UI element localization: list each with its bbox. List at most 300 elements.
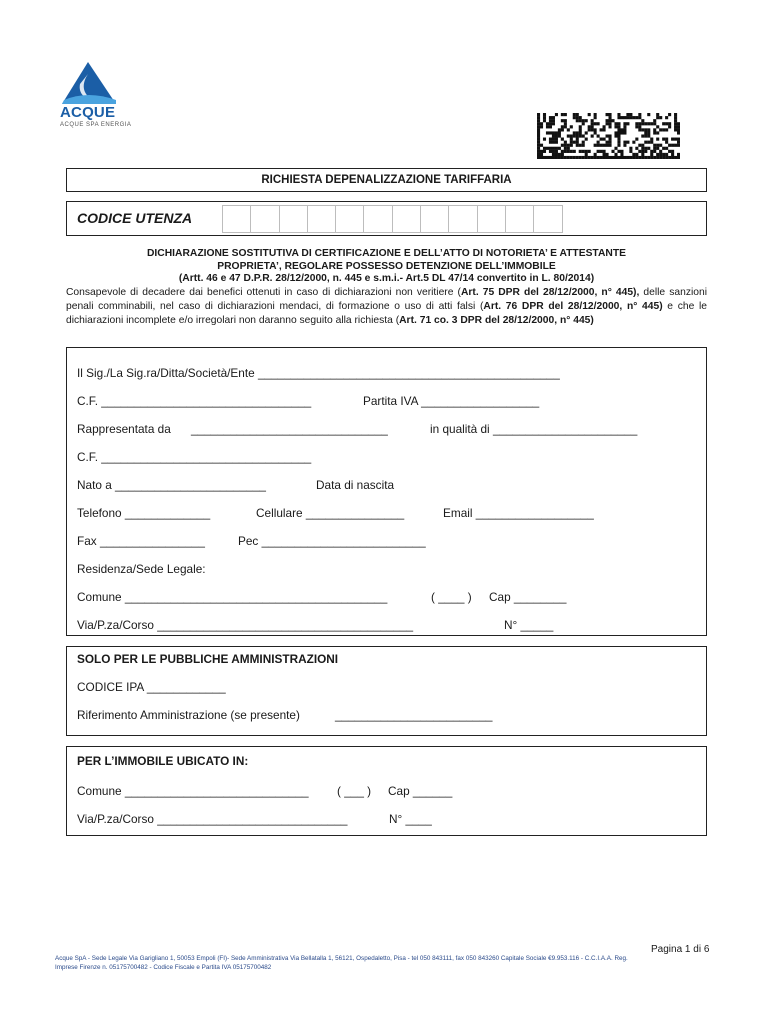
barcode-module xyxy=(591,122,594,125)
barcode-module xyxy=(552,153,555,156)
barcode-module xyxy=(617,134,620,137)
barcode-module xyxy=(659,150,662,153)
barcode-module xyxy=(614,147,617,150)
declaration-body xyxy=(66,286,707,328)
barcode-module xyxy=(555,113,558,116)
barcode-module xyxy=(606,153,609,156)
logo-tagline: ACQUE SPA ENERGIA xyxy=(60,122,132,128)
barcode-module xyxy=(674,116,677,119)
barcode-module xyxy=(656,116,659,119)
barcode-module xyxy=(570,134,573,137)
barcode-module xyxy=(647,156,650,159)
barcode-module xyxy=(573,141,576,144)
barcode-module xyxy=(665,122,668,125)
barcode-module xyxy=(540,144,543,147)
barcode-module xyxy=(564,147,567,150)
barcode-module xyxy=(603,138,606,141)
barcode-module xyxy=(561,125,564,128)
codice-cell[interactable] xyxy=(505,205,534,233)
barcode-module xyxy=(644,134,647,137)
barcode-module xyxy=(647,134,650,137)
barcode-module xyxy=(611,119,614,122)
codice-cell[interactable] xyxy=(363,205,392,233)
barcode-module xyxy=(537,122,540,125)
barcode-module xyxy=(677,153,680,156)
barcode-module xyxy=(632,153,635,156)
barcode-module xyxy=(558,134,561,137)
barcode-module xyxy=(614,131,617,134)
barcode-module xyxy=(555,138,558,141)
barcode-module xyxy=(650,150,653,153)
barcode-module xyxy=(617,113,620,116)
codice-utenza-box xyxy=(66,201,707,236)
barcode-module xyxy=(656,153,659,156)
barcode-module xyxy=(564,150,567,153)
barcode-module xyxy=(647,122,650,125)
barcode-module xyxy=(597,156,600,159)
barcode-module xyxy=(656,113,659,116)
barcode-module xyxy=(585,150,588,153)
form-field[interactable]: Rappresentata da xyxy=(77,422,171,436)
form-field[interactable]: Fax ________________ xyxy=(77,534,205,548)
barcode-module xyxy=(573,134,576,137)
barcode-module xyxy=(674,122,677,125)
barcode-module xyxy=(635,122,638,125)
declaration-text: Art. 75 DPR del 28/12/2000, n° 445), xyxy=(460,287,644,298)
barcode-module xyxy=(653,150,656,153)
barcode-module xyxy=(606,134,609,137)
barcode-module xyxy=(585,138,588,141)
barcode-module xyxy=(620,156,623,159)
barcode-module xyxy=(540,125,543,128)
barcode-module xyxy=(561,138,564,141)
barcode-module xyxy=(561,119,564,122)
barcode-module xyxy=(635,138,638,141)
barcode-module xyxy=(540,150,543,153)
form-field[interactable]: ________________________ xyxy=(335,708,493,722)
codice-utenza-cells[interactable] xyxy=(222,205,562,233)
barcode-module xyxy=(582,144,585,147)
codice-cell[interactable] xyxy=(250,205,279,233)
barcode-module xyxy=(579,144,582,147)
barcode-module xyxy=(653,156,656,159)
barcode-module xyxy=(647,128,650,131)
barcode-module xyxy=(674,138,677,141)
barcode-module xyxy=(594,128,597,131)
barcode-module xyxy=(629,150,632,153)
barcode-module xyxy=(620,131,623,134)
barcode-module xyxy=(600,128,603,131)
barcode-module xyxy=(650,156,653,159)
barcode-module xyxy=(588,113,591,116)
barcode-module xyxy=(659,128,662,131)
barcode-module xyxy=(620,150,623,153)
barcode-module xyxy=(537,119,540,122)
barcode-module xyxy=(537,153,540,156)
barcode-module xyxy=(552,131,555,134)
barcode-module xyxy=(656,144,659,147)
barcode-module xyxy=(564,125,567,128)
form-field[interactable]: Via/P.za/Corso _____________________________ xyxy=(77,812,348,826)
barcode-module xyxy=(600,150,603,153)
barcode-module xyxy=(582,150,585,153)
barcode-module xyxy=(594,144,597,147)
form-field[interactable]: Il Sig./La Sig.ra/Ditta/Società/Ente ______________________________________________ xyxy=(77,366,560,380)
immobile-heading: PER L’IMMOBILE UBICATO IN: xyxy=(77,754,249,768)
form-field[interactable]: ______________________________ xyxy=(191,422,388,436)
barcode-module xyxy=(561,150,564,153)
barcode-module xyxy=(543,150,546,153)
barcode-module xyxy=(576,113,579,116)
barcode-module xyxy=(537,144,540,147)
barcode-module xyxy=(638,156,641,159)
barcode-module xyxy=(620,116,623,119)
barcode-module xyxy=(662,128,665,131)
barcode-module xyxy=(552,138,555,141)
barcode-module xyxy=(650,138,653,141)
barcode-module xyxy=(674,128,677,131)
barcode-module xyxy=(591,128,594,131)
barcode-module xyxy=(546,147,549,150)
barcode-module xyxy=(653,147,656,150)
barcode-module xyxy=(662,122,665,125)
barcode-module xyxy=(635,147,638,150)
barcode-module xyxy=(617,141,620,144)
barcode-module xyxy=(623,128,626,131)
barcode-module xyxy=(549,125,552,128)
barcode-module xyxy=(573,150,576,153)
barcode-module xyxy=(552,119,555,122)
barcode-module xyxy=(546,131,549,134)
footer-line: Imprese Firenze n. 05175700482 - Codice Fiscale e Partita IVA 05175700482 xyxy=(55,963,272,971)
barcode-module xyxy=(620,153,623,156)
barcode-module xyxy=(582,141,585,144)
barcode-module xyxy=(567,128,570,131)
form-field[interactable]: C.F. ________________________________ xyxy=(77,450,312,464)
declaration-text: delle sanzioni penali comminabili, nel caso di dichiarazioni mendaci, di formazione o uso di atti falsi ( xyxy=(66,287,707,312)
barcode-module xyxy=(656,147,659,150)
barcode-module xyxy=(570,138,573,141)
barcode-module xyxy=(537,147,540,150)
barcode-module xyxy=(668,144,671,147)
form-field[interactable]: N° _____ xyxy=(504,618,554,632)
barcode-module xyxy=(609,119,612,122)
barcode-module xyxy=(668,125,671,128)
codice-cell[interactable] xyxy=(222,205,251,233)
barcode-module xyxy=(662,138,665,141)
form-field[interactable]: in qualità di ______________________ xyxy=(430,422,638,436)
barcode-module xyxy=(668,113,671,116)
form-field[interactable]: Comune ____________________________ xyxy=(77,784,309,798)
property-location-box xyxy=(66,746,707,836)
codice-cell[interactable] xyxy=(477,205,506,233)
barcode-module xyxy=(665,153,668,156)
barcode-module xyxy=(626,122,629,125)
form-field[interactable]: Email __________________ xyxy=(443,506,594,520)
barcode-module xyxy=(671,153,674,156)
form-field[interactable]: Cellulare _______________ xyxy=(256,506,405,520)
barcode-module xyxy=(668,122,671,125)
footer-company-info xyxy=(55,955,715,972)
barcode-module xyxy=(609,122,612,125)
barcode-module xyxy=(623,141,626,144)
barcode-module xyxy=(576,119,579,122)
barcode-module xyxy=(567,147,570,150)
barcode-module xyxy=(579,128,582,131)
barcode-module xyxy=(606,141,609,144)
barcode-module xyxy=(552,156,555,159)
barcode-module xyxy=(606,113,609,116)
barcode-module xyxy=(626,116,629,119)
form-field[interactable]: ( ___ ) xyxy=(337,784,372,798)
barcode-module xyxy=(603,150,606,153)
barcode-module xyxy=(671,150,674,153)
codice-cell[interactable] xyxy=(335,205,364,233)
codice-cell[interactable] xyxy=(448,205,477,233)
barcode-module xyxy=(647,113,650,116)
barcode-module xyxy=(543,156,546,159)
barcode-module xyxy=(653,144,656,147)
barcode-module xyxy=(561,113,564,116)
barcode-module xyxy=(671,144,674,147)
barcode-module xyxy=(653,131,656,134)
barcode-module xyxy=(614,153,617,156)
barcode-module xyxy=(638,144,641,147)
barcode-module xyxy=(638,113,641,116)
barcode-module xyxy=(671,138,674,141)
barcode-module xyxy=(653,122,656,125)
barcode-module xyxy=(674,119,677,122)
document-title: RICHIESTA DEPENALIZZAZIONE TARIFFARIA xyxy=(66,168,707,192)
barcode-module xyxy=(659,116,662,119)
barcode-module xyxy=(629,113,632,116)
barcode-module xyxy=(558,147,561,150)
barcode-module xyxy=(591,156,594,159)
barcode-module xyxy=(594,153,597,156)
barcode-module xyxy=(552,147,555,150)
barcode-module xyxy=(665,147,668,150)
barcode-module xyxy=(576,138,579,141)
barcode-module xyxy=(677,122,680,125)
barcode-module xyxy=(594,113,597,116)
barcode-module xyxy=(677,131,680,134)
barcode-module xyxy=(576,144,579,147)
barcode-module xyxy=(609,116,612,119)
barcode-module xyxy=(632,116,635,119)
barcode-module xyxy=(594,116,597,119)
barcode-module xyxy=(597,141,600,144)
barcode-module xyxy=(594,131,597,134)
form-field[interactable]: N° ____ xyxy=(389,812,432,826)
barcode-module xyxy=(617,131,620,134)
barcode-module xyxy=(561,153,564,156)
barcode-module xyxy=(647,147,650,150)
codice-cell[interactable] xyxy=(533,205,562,233)
form-field[interactable]: Nato a _______________________ xyxy=(77,478,266,492)
barcode-module xyxy=(546,156,549,159)
codice-cell[interactable] xyxy=(420,205,449,233)
barcode-module xyxy=(558,131,561,134)
barcode-module xyxy=(582,156,585,159)
barcode-module xyxy=(573,156,576,159)
codice-cell[interactable] xyxy=(392,205,421,233)
barcode-module xyxy=(674,113,677,116)
barcode-module xyxy=(638,150,641,153)
barcode-module xyxy=(626,113,629,116)
barcode-module xyxy=(600,138,603,141)
barcode-module xyxy=(540,156,543,159)
barcode-module xyxy=(656,138,659,141)
barcode-module xyxy=(629,116,632,119)
barcode-module xyxy=(677,141,680,144)
barcode-module xyxy=(611,150,614,153)
barcode-module xyxy=(600,144,603,147)
barcode-module xyxy=(647,141,650,144)
codice-cell[interactable] xyxy=(307,205,336,233)
barcode-module xyxy=(659,153,662,156)
barcode-module xyxy=(579,125,582,128)
barcode-module xyxy=(546,125,549,128)
barcode-icon xyxy=(537,113,680,159)
form-field[interactable]: Data di nascita xyxy=(316,478,395,492)
barcode-module xyxy=(641,134,644,137)
barcode-module xyxy=(606,144,609,147)
barcode-module xyxy=(603,125,606,128)
form-field[interactable]: CODICE IPA ____________ xyxy=(77,680,226,694)
barcode-module xyxy=(555,134,558,137)
barcode-module xyxy=(555,147,558,150)
barcode-module xyxy=(579,131,582,134)
barcode-module xyxy=(570,144,573,147)
barcode-module xyxy=(603,128,606,131)
barcode-module xyxy=(623,125,626,128)
barcode-module xyxy=(614,122,617,125)
barcode-module xyxy=(644,128,647,131)
barcode-module xyxy=(623,116,626,119)
barcode-module xyxy=(641,156,644,159)
barcode-module xyxy=(597,150,600,153)
barcode-module xyxy=(623,131,626,134)
barcode-module xyxy=(614,156,617,159)
barcode-module xyxy=(638,122,641,125)
barcode-module xyxy=(561,156,564,159)
barcode-module xyxy=(665,116,668,119)
barcode-module xyxy=(591,119,594,122)
barcode-module xyxy=(540,153,543,156)
public-administration-box xyxy=(66,646,707,736)
barcode-module xyxy=(665,128,668,131)
barcode-module xyxy=(606,119,609,122)
barcode-module xyxy=(635,153,638,156)
barcode-module xyxy=(549,147,552,150)
barcode-module xyxy=(635,116,638,119)
form-field[interactable]: Pec _________________________ xyxy=(238,534,426,548)
barcode-module xyxy=(579,119,582,122)
barcode-module xyxy=(609,134,612,137)
form-field[interactable]: Residenza/Sede Legale: xyxy=(77,562,206,576)
barcode-module xyxy=(576,141,579,144)
form-field[interactable]: C.F. ________________________________ xyxy=(77,394,312,408)
barcode-module xyxy=(665,156,668,159)
barcode-module xyxy=(543,116,546,119)
barcode-module xyxy=(549,131,552,134)
pa-heading: SOLO PER LE PUBBLICHE AMMINISTRAZIONI xyxy=(77,652,339,666)
barcode-module xyxy=(659,156,662,159)
barcode-module xyxy=(623,122,626,125)
barcode-module xyxy=(561,128,564,131)
declaration-text: Consapevole di decadere dai benefici ottenuti in caso di dichiarazioni non veritiere ( xyxy=(66,287,461,298)
barcode-module xyxy=(567,144,570,147)
barcode-module xyxy=(632,141,635,144)
barcode-module xyxy=(561,144,564,147)
barcode-module xyxy=(549,150,552,153)
barcode-module xyxy=(543,119,546,122)
barcode-module xyxy=(623,156,626,159)
barcode-module xyxy=(570,141,573,144)
applicant-form-box xyxy=(66,347,707,636)
barcode-module xyxy=(555,156,558,159)
barcode-module xyxy=(543,113,546,116)
barcode-module xyxy=(653,128,656,131)
barcode-module xyxy=(597,134,600,137)
form-field[interactable]: Comune ________________________________________ xyxy=(77,590,388,604)
barcode-module xyxy=(617,144,620,147)
barcode-module xyxy=(570,125,573,128)
barcode-module xyxy=(677,138,680,141)
barcode-module xyxy=(626,156,629,159)
form-field[interactable]: Cap ________ xyxy=(489,590,567,604)
form-field[interactable]: ( ____ ) xyxy=(431,590,472,604)
barcode-module xyxy=(641,119,644,122)
barcode-module xyxy=(552,150,555,153)
barcode-module xyxy=(641,128,644,131)
barcode-module xyxy=(567,134,570,137)
form-field[interactable]: Cap ______ xyxy=(388,784,453,798)
barcode-module xyxy=(585,131,588,134)
form-field[interactable]: Via/P.za/Corso _______________________________________ xyxy=(77,618,414,632)
barcode-module xyxy=(537,128,540,131)
barcode-module xyxy=(650,122,653,125)
barcode-module xyxy=(573,113,576,116)
barcode-module xyxy=(576,134,579,137)
barcode-module xyxy=(650,153,653,156)
barcode-module xyxy=(609,113,612,116)
barcode-module xyxy=(638,128,641,131)
barcode-module xyxy=(555,153,558,156)
barcode-module xyxy=(549,119,552,122)
form-field[interactable]: Riferimento Amministrazione (se presente) xyxy=(77,708,300,722)
codice-cell[interactable] xyxy=(279,205,308,233)
barcode-module xyxy=(609,125,612,128)
barcode-module xyxy=(635,125,638,128)
barcode-module xyxy=(576,156,579,159)
barcode-module xyxy=(564,141,567,144)
barcode-module xyxy=(549,122,552,125)
barcode-module xyxy=(552,134,555,137)
barcode-module xyxy=(591,134,594,137)
barcode-module xyxy=(638,125,641,128)
barcode-module xyxy=(564,122,567,125)
barcode-module xyxy=(644,147,647,150)
form-field[interactable]: Telefono _____________ xyxy=(77,506,211,520)
barcode-module xyxy=(537,141,540,144)
barcode-module xyxy=(674,156,677,159)
declaration-heading-line: PROPRIETA’, REGOLARE POSSESSO DETENZIONE DELL’IMMOBILE xyxy=(217,260,556,272)
form-field[interactable]: Partita IVA __________________ xyxy=(363,394,540,408)
barcode-module xyxy=(644,150,647,153)
barcode-module xyxy=(644,131,647,134)
barcode-module xyxy=(582,134,585,137)
